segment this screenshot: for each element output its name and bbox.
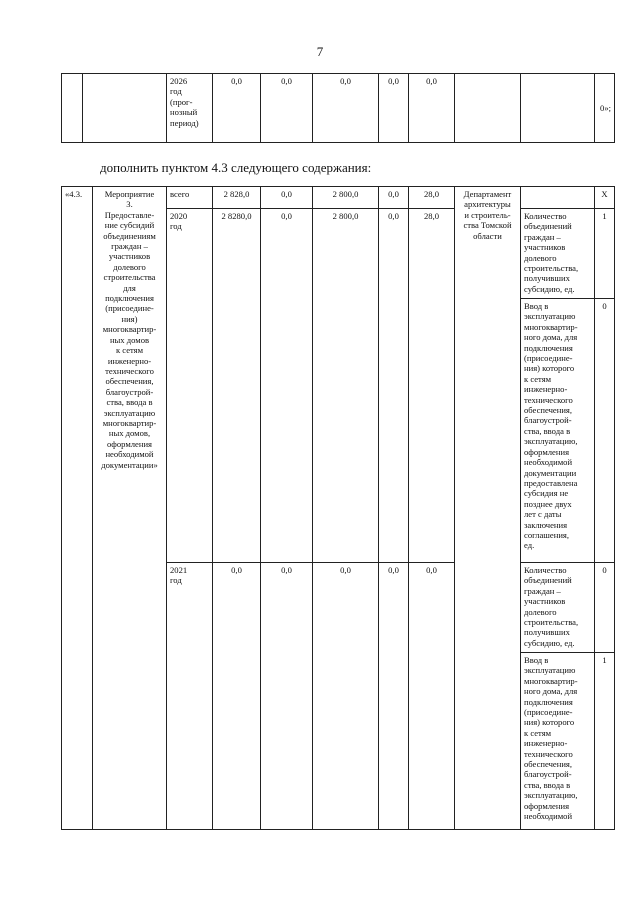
cell-value: 0,0 (261, 209, 313, 563)
cell-indicator: Количество объединений граждан – участников долевого строительства, получивших субсидию, ед. (521, 209, 595, 299)
cell-empty (83, 74, 167, 143)
table-row-total (62, 187, 615, 209)
table-row (62, 74, 615, 143)
table-continuation (61, 73, 615, 143)
cell-indicator: Количество объединений граждан – участников долевого строительства, получивших субсидию, ед. (521, 563, 595, 653)
cell-value: 28,0 (409, 187, 455, 209)
cell-indicator-value: 1 (595, 653, 615, 830)
cell-value: 2 828,0 (213, 187, 261, 209)
cell-label: 2021 год (167, 563, 213, 830)
cell-value: 0,0 (379, 563, 409, 830)
cell-value: 0,0 (313, 563, 379, 830)
cell-indicator-value: 0 (595, 563, 615, 653)
cell-event: Мероприятие 3. Предоставле- ние субсидий объединениям граждан – участников долевого строительства для подключения (присоедине- ния) многоквартир- ных домов к сетям инженерно- технического обеспечения, благоустрой- ства, ввода в эксплуатацию многоквартир- ных домов, оформления необходимой документации» (93, 187, 167, 830)
cell-value: 2 800,0 (313, 187, 379, 209)
cell-value: 0,0 (379, 187, 409, 209)
cell-value: 0,0 (409, 563, 455, 830)
cell-value: 0,0 (213, 563, 261, 830)
cell-executor: Департамент архитектуры и строитель- ства Томской области (455, 187, 521, 830)
cell-period: 2026 год (прог- нозный период) (167, 74, 213, 143)
cell-empty (521, 74, 595, 143)
cell-indicator: Ввод в эксплуатацию многоквартир- ного дома, для подключения (присоедине- ния) которого к сетям инженерно- технического обеспечения, благоустрой- ства, ввода в эксплуатацию, оформления необходимой (521, 653, 595, 830)
cell-value: 0,0 (313, 74, 379, 143)
caption-text: дополнить пунктом 4.3 следующего содержания: (100, 160, 372, 175)
cell-empty (62, 74, 83, 143)
cell-indicator-value: 1 (595, 209, 615, 299)
cell-last: 0»; (595, 74, 615, 143)
table-item-4-3 (61, 186, 615, 830)
cell-item-number: «4.3. (62, 187, 93, 830)
cell-value: 0,0 (261, 74, 313, 143)
page-number: 7 (316, 44, 324, 59)
cell-value: 0,0 (213, 74, 261, 143)
cell-label: всего (167, 187, 213, 209)
cell-value: 0,0 (261, 187, 313, 209)
cell-value: 2 8280,0 (213, 209, 261, 563)
cell-x: Х (595, 187, 615, 209)
cell-value: 0,0 (379, 209, 409, 563)
cell-empty (521, 187, 595, 209)
cell-label: 2020 год (167, 209, 213, 563)
cell-value: 0,0 (261, 563, 313, 830)
cell-value: 0,0 (409, 74, 455, 143)
cell-indicator: Ввод в эксплуатацию многоквартир- ного дома, для подключения (присоедине- ния) которого к сетям инженерно- технического обеспечения, благоустрой- ства, ввода в эксплуатацию, оформления необходимой документации предоставлена субсидия не позднее двух лет с даты заключения соглашения, ед. (521, 299, 595, 563)
cell-value: 28,0 (409, 209, 455, 563)
cell-empty (455, 74, 521, 143)
cell-value: 0,0 (379, 74, 409, 143)
cell-value: 2 800,0 (313, 209, 379, 563)
cell-indicator-value: 0 (595, 299, 615, 563)
